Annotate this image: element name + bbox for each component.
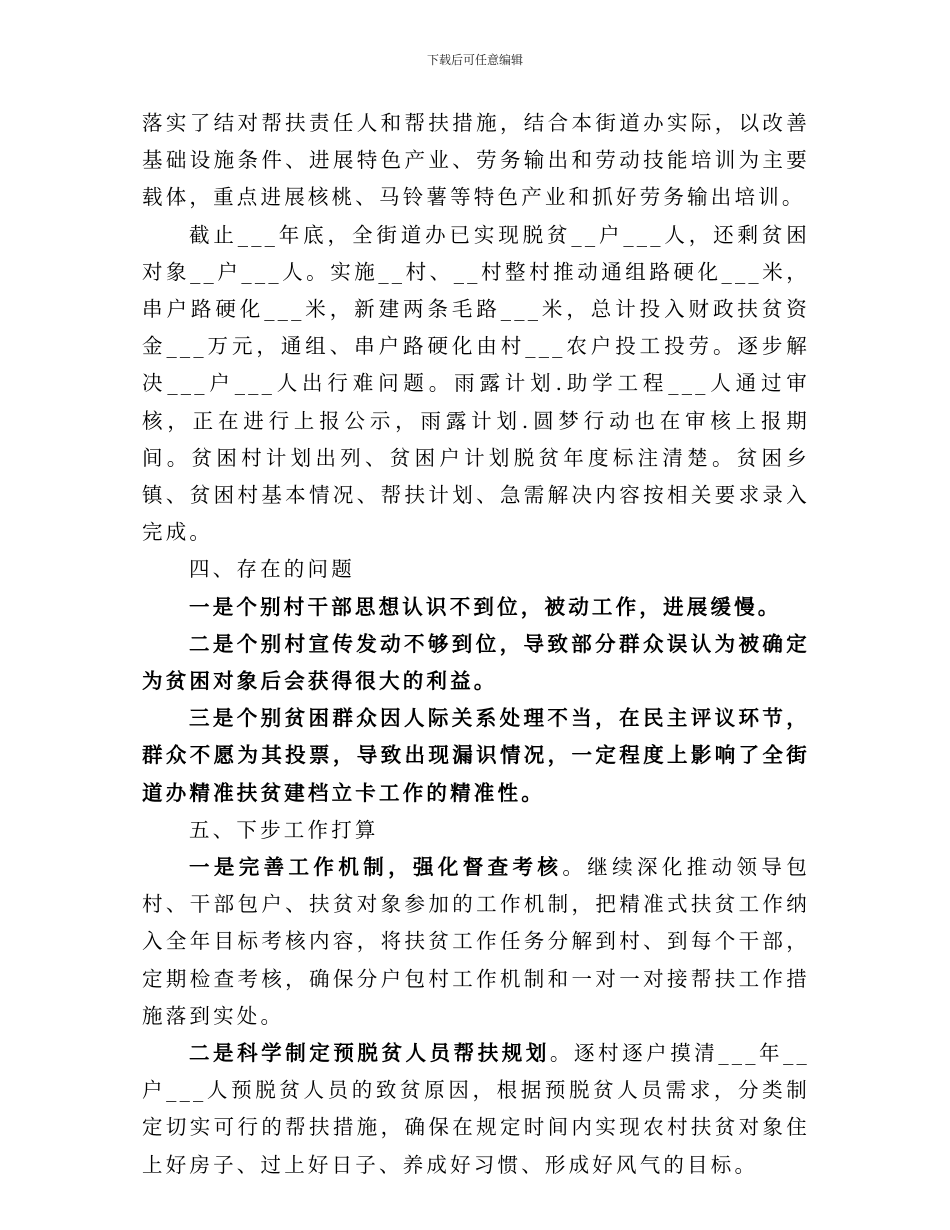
document-body [142, 105, 810, 1184]
problem-item-1: 一是个别村干部思想认识不到位，被动工作，进展缓慢。 [189, 594, 782, 619]
plan-item-1-lead: 一是完善工作机制，强化督查考核 [189, 855, 563, 880]
page-header-note: 下载后可任意编辑 [426, 53, 523, 67]
plan-item-2-text: 。逐村逐户摸清___年__户___人预脱贫人员的致贫原因，根据预脱贫人员需求，分类制定切实可行的帮扶措施，确保在规定时间内实现农村扶贫对象住上好房子、过上好日子、养成好习惯、形成好风气的目标。 [142, 1041, 810, 1177]
problem-item-2: 二是个别村宣传发动不够到位，导致部分群众误认为被确定为贫困对象后会获得很大的利益。 [142, 631, 810, 694]
paragraph-progress-stats: 截止___年底，全街道办已实现脱贫__户___人，还剩贫困对象__户___人。实施__村、__村整村推动通组路硬化___米，串户路硬化___米，新建两条毛路___米，总计投入财政扶贫资金___万元，通组、串户路硬化由村___农户投工投劳。逐步解决___户___人出行难问题。雨露计划.助学工程___人通过审核，正在进行上报公示，雨露计划.圆梦行动也在审核上报期间。贫困村计划出列、贫困户计划脱贫年度标注清楚。贫困乡镇、贫困村基本情况、帮扶计划、急需解决内容按相关要求录入完成。 [142, 222, 810, 545]
section-heading-next-steps: 五、下步工作打算 [189, 817, 379, 842]
problem-item-3: 三是个别贫困群众因人际关系处理不当，在民主评议环节，群众不愿为其投票，导致出现漏识情况，一定程度上影响了全街道办精准扶贫建档立卡工作的精准性。 [142, 706, 810, 805]
plan-item-2-lead: 二是科学制定预脱贫人员帮扶规划 [189, 1041, 550, 1066]
plan-item-1 [142, 849, 810, 1035]
plan-item-2 [142, 1035, 810, 1184]
plan-item-1-text: 。继续深化推动领导包村、干部包户、扶贫对象参加的工作机制，把精准式扶贫工作纳入全年目标考核内容，将扶贫工作任务分解到村、到每个干部，定期检查考核，确保分户包村工作机制和一对一对接帮扶工作措施落到实处。 [142, 855, 810, 1028]
section-heading-problems: 四、存在的问题 [189, 557, 355, 582]
paragraph-poverty-measures: 落实了结对帮扶责任人和帮扶措施，结合本街道办实际，以改善基础设施条件、进展特色产业、劳务输出和劳动技能培训为主要载体，重点进展核桃、马铃薯等特色产业和抓好劳务输出培训。 [142, 111, 810, 210]
